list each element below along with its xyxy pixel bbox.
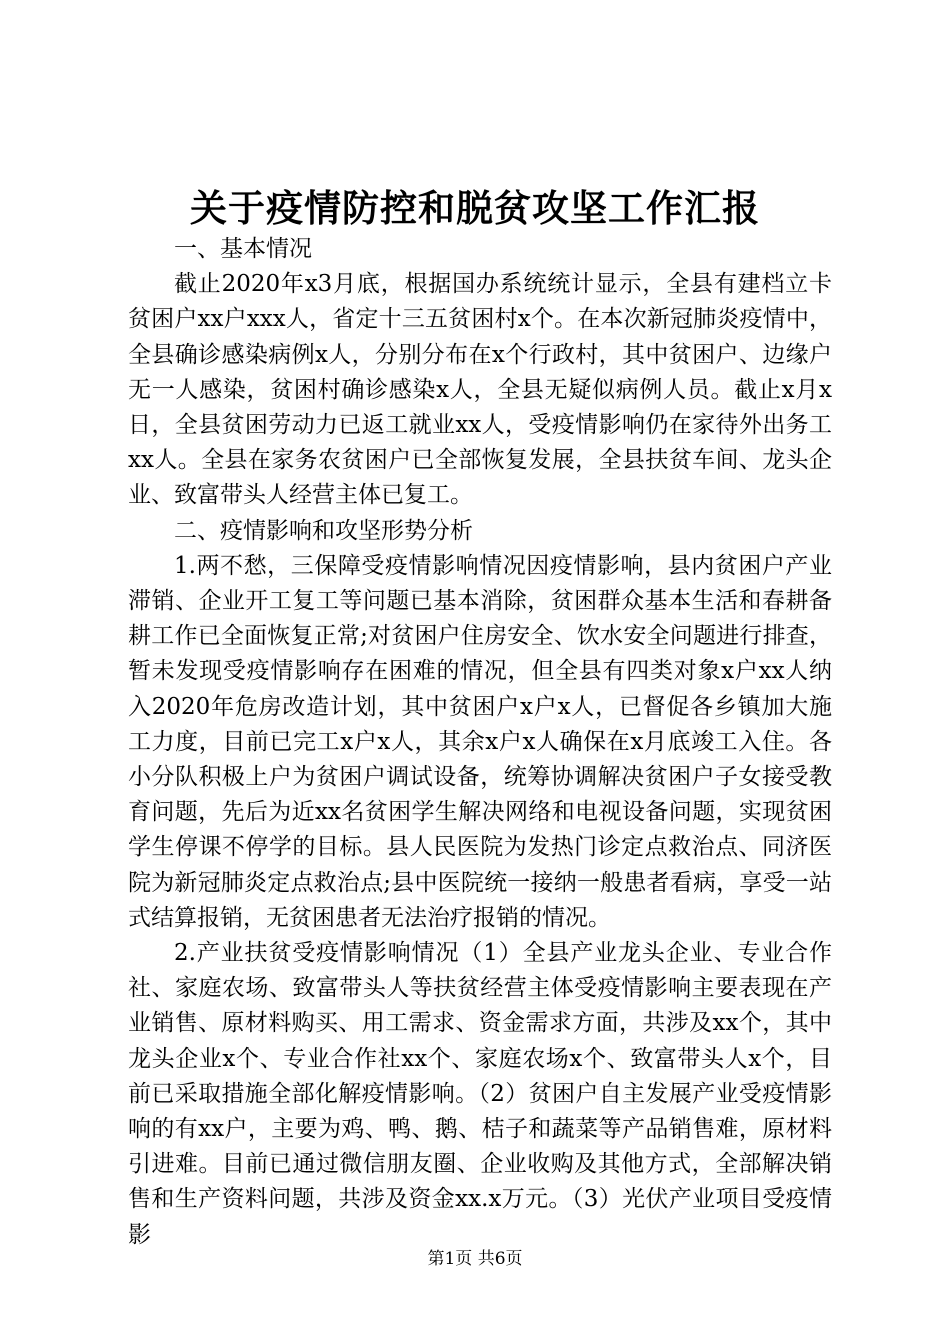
paragraph-impact-1: 1.两不愁，三保障受疫情影响情况因疫情影响，县内贫困户产业滞销、企业开工复工等问题已基本消除，贫困群众基本生活和春耕备耕工作已全面恢复正常;对贫困户住房安全、饮水安全问题进行排查，暂未发现受疫情影响存在困难的情况，但全县有四类对象x户xx人纳入2020年危房改造计划，其中贫困户x户x人，已督促各乡镇加大施工力度，目前已完工x户x人，其余x户x人确保在x月底竣工入住。各小分队积极上户为贫困户调试设备，统筹协调解决贫困户子女接受教育问题，先后为近xx名贫困学生解决网络和电视设备问题，实现贫困学生停课不停学的目标。县人民医院为发热门诊定点救治点、同济医院为新冠肺炎定点救治点;县中医院统一接纳一般患者看病，享受一站式结算报销，无贫困患者无法治疗报销的情况。 xyxy=(128,552,832,931)
section-heading-impact-analysis: 二、疫情影响和攻坚形势分析 xyxy=(174,517,473,544)
paragraph-basic-situation: 截止2020年x3月底，根据国办系统统计显示，全县有建档立卡贫困户xx户xxx人，省定十三五贫困村x个。在本次新冠肺炎疫情中，全县确诊感染病例x人，分别分布在x个行政村，其中贫困户、边缘户无一人感染，贫困村确诊感染x人，全县无疑似病例人员。截止x月x日，全县贫困劳动力已返工就业xx人，受疫情影响仍在家待外出务工xx人。全县在家务农贫困户已全部恢复发展，全县扶贫车间、龙头企业、致富带头人经营主体已复工。 xyxy=(128,271,832,509)
paragraph-impact-2: 2.产业扶贫受疫情影响情况（1）全县产业龙头企业、专业合作社、家庭农场、致富带头人等扶贫经营主体受疫情影响主要表现在产业销售、原材料购买、用工需求、资金需求方面，共涉及xx个，其中龙头企业x个、专业合作社xx个、家庭农场x个、致富带头人x个，目前已采取措施全部化解疫情影响。（2）贫困户自主发展产业受疫情影响的有xx户，主要为鸡、鸭、鹅、桔子和蔬菜等产品销售难，原材料引进难。目前已通过微信朋友圈、企业收购及其他方式，全部解决销售和生产资料问题，共涉及资金xx.x万元。（3）光伏产业项目受疫情影 xyxy=(128,940,832,1248)
page-number-footer: 第1页 共6页 xyxy=(427,1249,523,1269)
document-body xyxy=(128,232,832,1253)
section-heading-basic-situation: 一、基本情况 xyxy=(174,236,312,262)
document-title: 关于疫情防控和脱贫攻坚工作汇报 xyxy=(190,186,760,230)
